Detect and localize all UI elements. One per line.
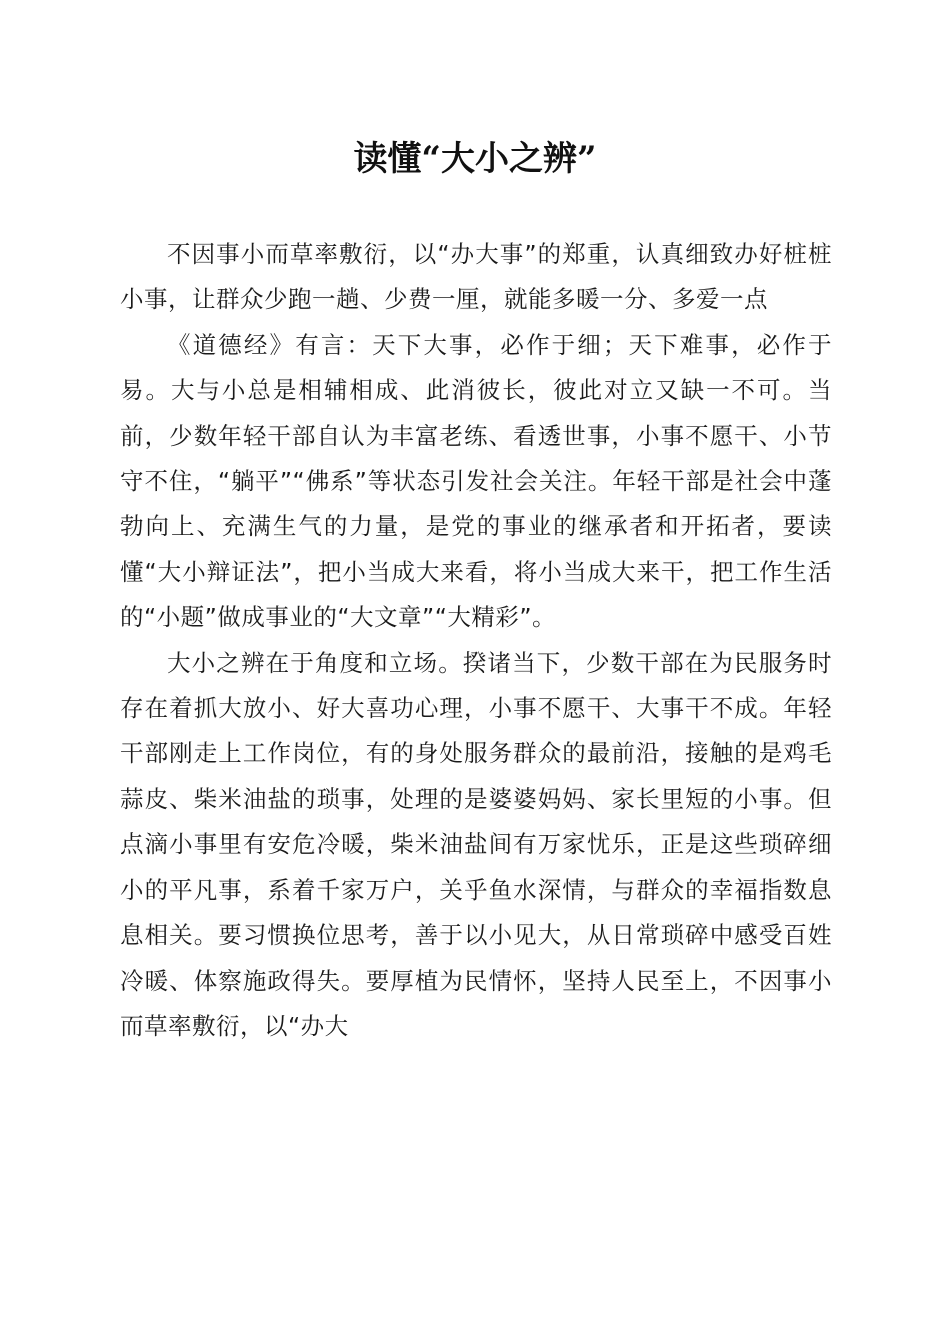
paragraph-distinction: 大小之辨在于角度和立场。揆诸当下，少数干部在为民服务时存在着抓大放小、好大喜功心理，小事不愿干、大事干不成。年轻干部刚走上工作岗位，有的身处服务群众的最前沿，接触的是鸡毛蒜皮、柴米油盐的琐事，处理的是婆婆妈妈、家长里短的小事。但点滴小事里有安危冷暖，柴米油盐间有万家忧乐，正是这些琐碎细小的平凡事，系着千家万户，关乎鱼水深情，与群众的幸福指数息息相关。要习惯换位思考，善于以小见大，从日常琐碎中感受百姓冷暖、体察施政得失。要厚植为民情怀，坚持人民至上，不因事小而草率敷衍，以“办大: [120, 648, 832, 1040]
paragraph-daodejing: 《道德经》有言：天下大事，必作于细；天下难事，必作于易。大与小总是相辅相成、此消彼长，彼此对立又缺一不可。当前，少数年轻干部自认为丰富老练、看透世事，小事不愿干、小节守不住，“躺平”“佛系”等状态引发社会关注。年轻干部是社会中蓬勃向上、充满生气的力量，是党的事业的继承者和开拓者，要读懂“大小辩证法”，把小当成大来看，将小当成大来干，把工作生活的“小题”做成事业的“大文章”“大精彩”。: [120, 330, 832, 632]
paragraph-summary: 不因事小而草率敷衍，以“办大事”的郑重，认真细致办好桩桩小事，让群众少跑一趟、少费一厘，就能多暖一分、多爱一点: [120, 240, 832, 314]
article-body: [120, 232, 832, 1049]
page-title: 读懂“大小之辨”: [353, 139, 597, 179]
